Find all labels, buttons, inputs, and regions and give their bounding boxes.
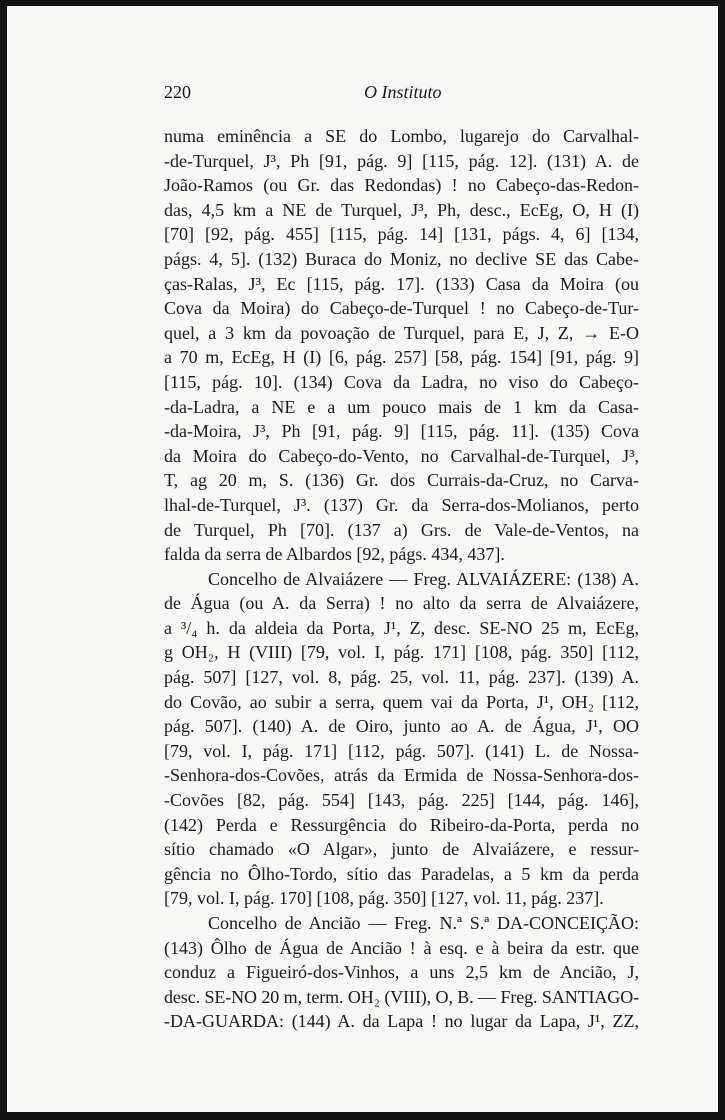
text-line: -da-Moira, J³, Ph [91, pág. 9] [115, pág. 11]. (135) Cova xyxy=(164,421,639,442)
text-line: pág. 507]. (140) A. de Oiro, junto ao A. de Água, J¹, OO xyxy=(164,716,639,737)
text-line: pág. 507] [127, vol. 8, pág. 25, vol. 11, pág. 237]. (139) A. xyxy=(164,667,639,688)
text-line: [115, pág. 10]. (134) Cova da Ladra, no viso do Cabeço- xyxy=(164,371,639,392)
text-line: lhal-de-Turquel, J³. (137) Gr. da Serra-dos-Molianos, perto xyxy=(164,494,639,515)
text-line: falda da serra de Albardos [92, págs. 434, 437]. xyxy=(164,544,505,565)
body-text xyxy=(164,124,639,1034)
text-line: Concelho de Alvaiázere — Freg. ALVAIÁZERE: (138) A. xyxy=(208,568,639,589)
text-line: conduz a Figueiró-dos-Vinhos, a uns 2,5 km de Ancião, J, xyxy=(164,962,639,983)
text-line: de Água (ou A. da Serra) ! no alto da serra de Alvaiázere, xyxy=(164,593,639,614)
text-line: [79, vol. I, pág. 171] [112, pág. 507]. (141) L. de Nossa- xyxy=(164,740,639,761)
text-line: págs. 4, 5]. (132) Buraca do Moniz, no declive SE das Cabe- xyxy=(164,248,639,269)
document-page xyxy=(7,6,718,1112)
text-line: desc. SE-NO 20 m, term. OH₂ (VIII), O, B. — Freg. SANTIAGO- xyxy=(164,986,639,1007)
text-line: a ³/₄ h. da aldeia da Porta, J¹, Z, desc. SE-NO 25 m, EcEg, xyxy=(164,617,639,638)
text-line: da Moira do Cabeço-do-Vento, no Carvalhal-de-Turquel, J³, xyxy=(164,445,639,466)
text-line: das, 4,5 km a NE de Turquel, J³, Ph, desc., EcEg, O, H (I) xyxy=(164,199,639,220)
text-line: ças-Ralas, J³, Ec [115, pág. 17]. (133) Casa da Moira (ou xyxy=(164,273,639,294)
text-line: gência no Ôlho-Tordo, sítio das Paradelas, a 5 km da perda xyxy=(164,863,639,884)
text-line: -da-Ladra, a NE e a um pouco mais de 1 km da Casa- xyxy=(164,396,639,417)
page-number: 220 xyxy=(164,82,191,102)
text-line: Cova da Moira) do Cabeço-de-Turquel ! no Cabeço-de-Tur- xyxy=(164,298,639,319)
text-line: João-Ramos (ou Gr. das Redondas) ! no Cabeço-das-Redon- xyxy=(164,175,639,196)
text-line: -Senhora-dos-Covões, atrás da Ermida de Nossa-Senhora-dos- xyxy=(164,765,639,786)
text-line: de Turquel, Ph [70]. (137 a) Grs. de Vale-de-Ventos, na xyxy=(164,519,639,540)
text-line: -DA-GUARDA: (144) A. da Lapa ! no lugar da Lapa, J¹, ZZ, xyxy=(164,1011,639,1032)
text-line: (142) Perda e Ressurgência do Ribeiro-da-Porta, perda no xyxy=(164,814,639,835)
text-line: -Covões [82, pág. 554] [143, pág. 225] [144, pág. 146], xyxy=(164,790,639,811)
text-line: [79, vol. I, pág. 170] [108, pág. 350] [127, vol. 11, pág. 237]. xyxy=(164,888,604,909)
text-line: Concelho de Ancião — Freg. N.ª S.ª DA-CONCEIÇÃO: xyxy=(208,913,639,933)
running-title: O Instituto xyxy=(364,82,442,102)
text-line: sítio chamado «O Algar», junto de Alvaiázere, e ressur- xyxy=(164,839,639,860)
text-line: (143) Ôlho de Água de Ancião ! à esq. e à beira da estr. que xyxy=(164,937,639,958)
text-line: numa eminência a SE do Lombo, lugarejo do Carvalhal- xyxy=(164,126,639,146)
text-line: T, ag 20 m, S. (136) Gr. dos Currais-da-Cruz, no Carva- xyxy=(164,470,639,491)
text-line: quel, a 3 km da povoação de Turquel, para E, J, Z, → E-O xyxy=(164,322,639,343)
text-line: -de-Turquel, J³, Ph [91, pág. 9] [115, pág. 12]. (131) A. de xyxy=(164,150,639,171)
text-line: [70] [92, pág. 455] [115, pág. 14] [131, págs. 4, 6] [134, xyxy=(164,224,639,245)
text-line: a 70 m, EcEg, H (I) [6, pág. 257] [58, pág. 154] [91, pág. 9] xyxy=(164,347,639,368)
text-line: do Covão, ao subir a serra, quem vai da Porta, J¹, OH₂ [112, xyxy=(164,691,639,712)
page-header xyxy=(164,82,604,108)
text-line: g OH₂, H (VIII) [79, vol. I, pág. 171] [108, pág. 350] [112, xyxy=(164,642,639,663)
